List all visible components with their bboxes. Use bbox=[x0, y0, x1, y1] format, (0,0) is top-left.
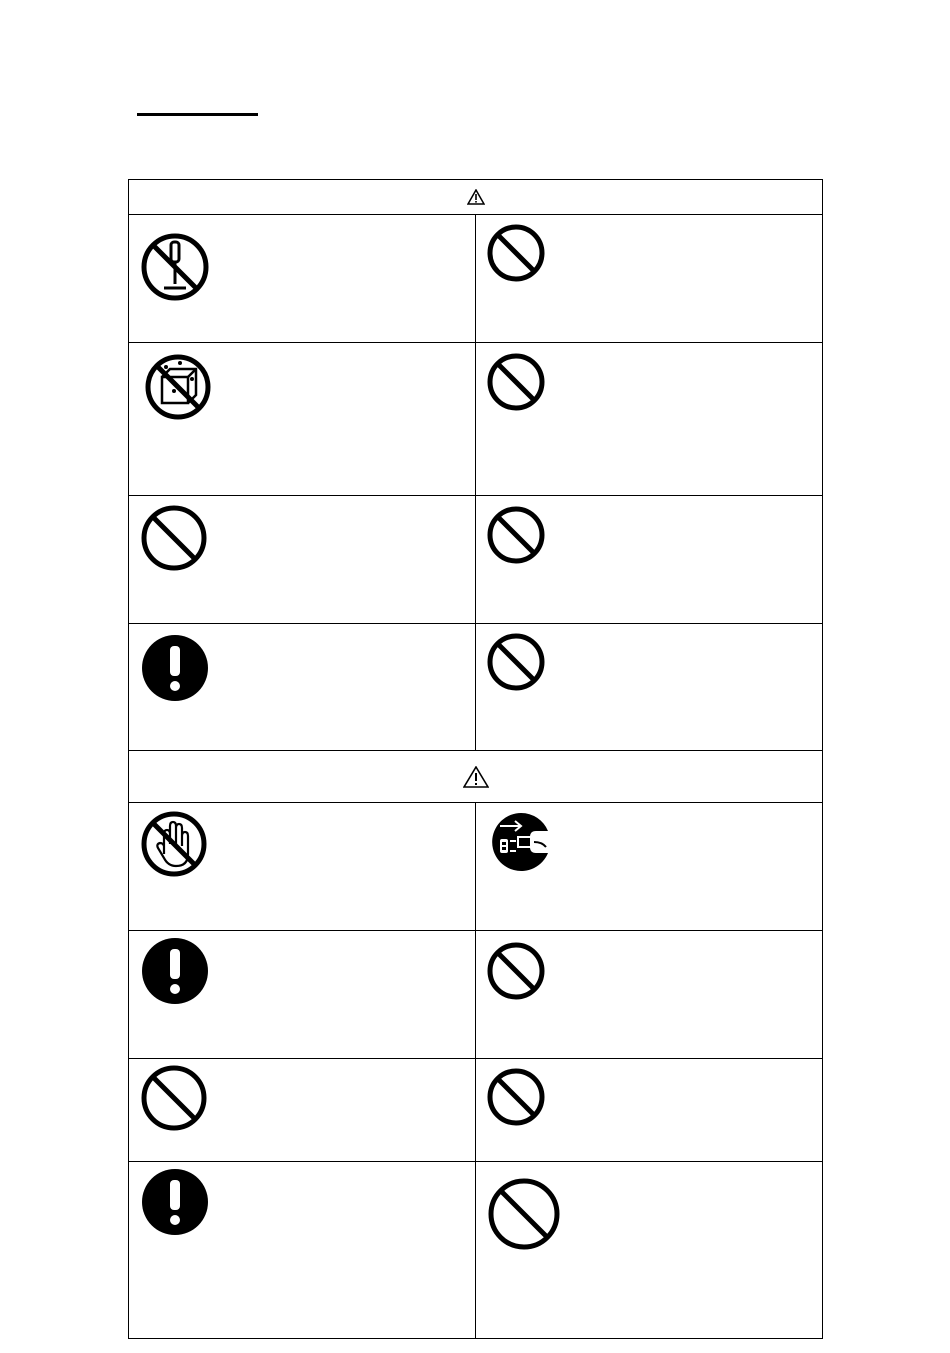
table-cell bbox=[476, 931, 823, 1058]
no-touch-icon bbox=[140, 810, 208, 878]
table-cell bbox=[129, 1162, 476, 1338]
prohibition-icon bbox=[487, 1068, 545, 1126]
title-underline bbox=[137, 113, 258, 116]
table-cell bbox=[129, 496, 476, 623]
table-cell bbox=[129, 1059, 476, 1161]
unplug-icon bbox=[490, 811, 552, 873]
prohibition-icon bbox=[487, 942, 545, 1000]
table-row bbox=[129, 496, 822, 624]
table-cell bbox=[129, 803, 476, 930]
prohibition-icon bbox=[487, 224, 545, 282]
table-cell bbox=[129, 215, 476, 342]
table-cell bbox=[129, 624, 476, 750]
section-header-caution bbox=[129, 751, 822, 803]
table-row bbox=[129, 1162, 822, 1338]
table-row bbox=[129, 1059, 822, 1162]
section-header-warning bbox=[129, 180, 822, 215]
table-cell bbox=[129, 931, 476, 1058]
table-cell bbox=[476, 803, 823, 930]
table-row bbox=[129, 931, 822, 1059]
warning-triangle-icon bbox=[463, 766, 489, 788]
table-cell bbox=[476, 343, 823, 495]
prohibition-icon bbox=[487, 506, 545, 564]
prohibition-icon bbox=[487, 633, 545, 691]
table-cell bbox=[129, 343, 476, 495]
table-cell bbox=[476, 215, 823, 342]
mandatory-action-icon bbox=[141, 634, 209, 702]
prohibition-icon bbox=[487, 353, 545, 411]
prohibition-icon bbox=[487, 1177, 561, 1251]
prohibition-icon bbox=[140, 1064, 208, 1132]
table-row bbox=[129, 215, 822, 343]
no-disassembly-icon bbox=[140, 232, 210, 302]
safety-precautions-table bbox=[128, 179, 823, 1339]
table-cell bbox=[476, 496, 823, 623]
warning-triangle-icon bbox=[467, 189, 485, 205]
table-row bbox=[129, 803, 822, 931]
table-cell bbox=[476, 1162, 823, 1338]
mandatory-action-icon bbox=[141, 1168, 209, 1236]
table-row bbox=[129, 624, 822, 751]
table-cell bbox=[476, 624, 823, 750]
no-water-icon bbox=[144, 353, 212, 421]
mandatory-action-icon bbox=[141, 937, 209, 1005]
table-cell bbox=[476, 1059, 823, 1161]
table-row bbox=[129, 343, 822, 496]
prohibition-icon bbox=[140, 504, 208, 572]
